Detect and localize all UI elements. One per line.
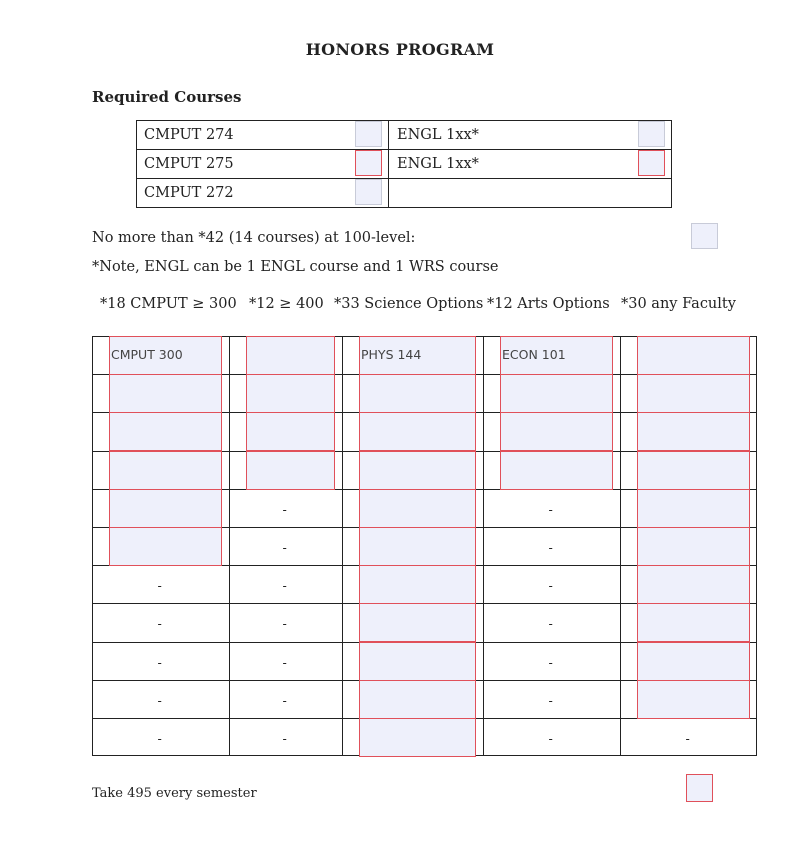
course-input-field[interactable] [637, 336, 750, 375]
empty-cell-dash: - [157, 694, 162, 708]
semester-495-checkbox[interactable] [686, 774, 713, 802]
page-title: HONORS PROGRAM [305, 40, 495, 59]
course-input-field[interactable] [109, 451, 222, 490]
course-input-field[interactable] [109, 412, 222, 451]
course-label: CMPUT 274 [144, 127, 234, 143]
course-input-field[interactable] [359, 412, 476, 451]
course-input-field[interactable] [246, 451, 335, 490]
course-input-field[interactable] [500, 451, 613, 490]
empty-cell-dash: - [282, 503, 287, 517]
grid-divider [483, 336, 484, 756]
course-input-field[interactable] [246, 336, 335, 375]
course-label: CMPUT 275 [144, 156, 234, 172]
grid-divider [342, 336, 343, 756]
course-input-field[interactable] [359, 374, 476, 413]
course-input-field[interactable] [246, 412, 335, 451]
course-input-field[interactable] [637, 565, 750, 604]
empty-cell-dash: - [548, 694, 553, 708]
table-divider [136, 178, 672, 179]
empty-cell-dash: - [548, 732, 553, 746]
empty-cell-dash: - [548, 503, 553, 517]
empty-cell-dash: - [548, 656, 553, 670]
empty-cell-dash: - [282, 656, 287, 670]
course-input-field[interactable] [359, 565, 476, 604]
empty-cell-dash: - [548, 541, 553, 555]
empty-cell-dash: - [157, 579, 162, 593]
course-input-field[interactable] [500, 374, 613, 413]
course-input-field[interactable] [359, 718, 476, 757]
empty-cell-dash: - [685, 732, 690, 746]
empty-cell-dash: - [282, 617, 287, 631]
empty-cell-dash: - [282, 579, 287, 593]
empty-cell-dash: - [548, 617, 553, 631]
course-input-value: PHYS 144 [361, 347, 422, 362]
course-input-field[interactable] [500, 412, 613, 451]
course-label: ENGL 1xx* [397, 156, 479, 172]
course-input-field[interactable] [109, 374, 222, 413]
required-courses-heading: Required Courses [92, 88, 242, 106]
course-label: CMPUT 272 [144, 185, 234, 201]
footer-note: Take 495 every semester [92, 786, 257, 801]
course-input-field[interactable] [637, 527, 750, 566]
course-input-field[interactable] [359, 642, 476, 681]
course-input-value: CMPUT 300 [111, 347, 183, 362]
grid-divider [620, 336, 621, 756]
course-input-field[interactable] [637, 412, 750, 451]
option-header: *12 ≥ 400 [249, 296, 324, 312]
course-input-field[interactable] [359, 489, 476, 528]
course-input-field[interactable] [637, 451, 750, 490]
empty-cell-dash: - [548, 579, 553, 593]
note-text: *Note, ENGL can be 1 ENGL course and 1 WRS course [92, 259, 499, 275]
option-header: *12 Arts Options [487, 296, 610, 312]
course-input-field[interactable] [637, 642, 750, 681]
empty-cell-dash: - [282, 541, 287, 555]
option-header: *18 CMPUT ≥ 300 [100, 296, 237, 312]
grid-divider [229, 336, 230, 756]
course-input-field[interactable] [109, 527, 222, 566]
course-input-field[interactable] [246, 374, 335, 413]
course-input-field[interactable] [637, 489, 750, 528]
course-input-field[interactable] [637, 603, 750, 642]
level-limit-checkbox[interactable] [691, 223, 718, 249]
course-checkbox[interactable] [355, 121, 382, 147]
course-input-field[interactable] [359, 603, 476, 642]
table-divider [388, 120, 389, 208]
course-checkbox[interactable] [638, 150, 665, 176]
empty-cell-dash: - [282, 694, 287, 708]
empty-cell-dash: - [157, 732, 162, 746]
course-input-field[interactable] [637, 374, 750, 413]
course-input-field[interactable] [359, 527, 476, 566]
course-input-field[interactable] [359, 451, 476, 490]
course-checkbox[interactable] [355, 179, 382, 205]
option-header: *30 any Faculty [621, 296, 736, 312]
course-input-field[interactable] [637, 680, 750, 719]
course-label: ENGL 1xx* [397, 127, 479, 143]
course-input-field[interactable] [359, 680, 476, 719]
empty-cell-dash: - [282, 732, 287, 746]
level-limit-text: No more than *42 (14 courses) at 100-level: [92, 230, 416, 246]
course-input-value: ECON 101 [502, 347, 566, 362]
table-divider [136, 149, 672, 150]
course-checkbox[interactable] [355, 150, 382, 176]
option-header: *33 Science Options [334, 296, 484, 312]
empty-cell-dash: - [157, 656, 162, 670]
course-checkbox[interactable] [638, 121, 665, 147]
course-input-field[interactable] [109, 489, 222, 528]
empty-cell-dash: - [157, 617, 162, 631]
